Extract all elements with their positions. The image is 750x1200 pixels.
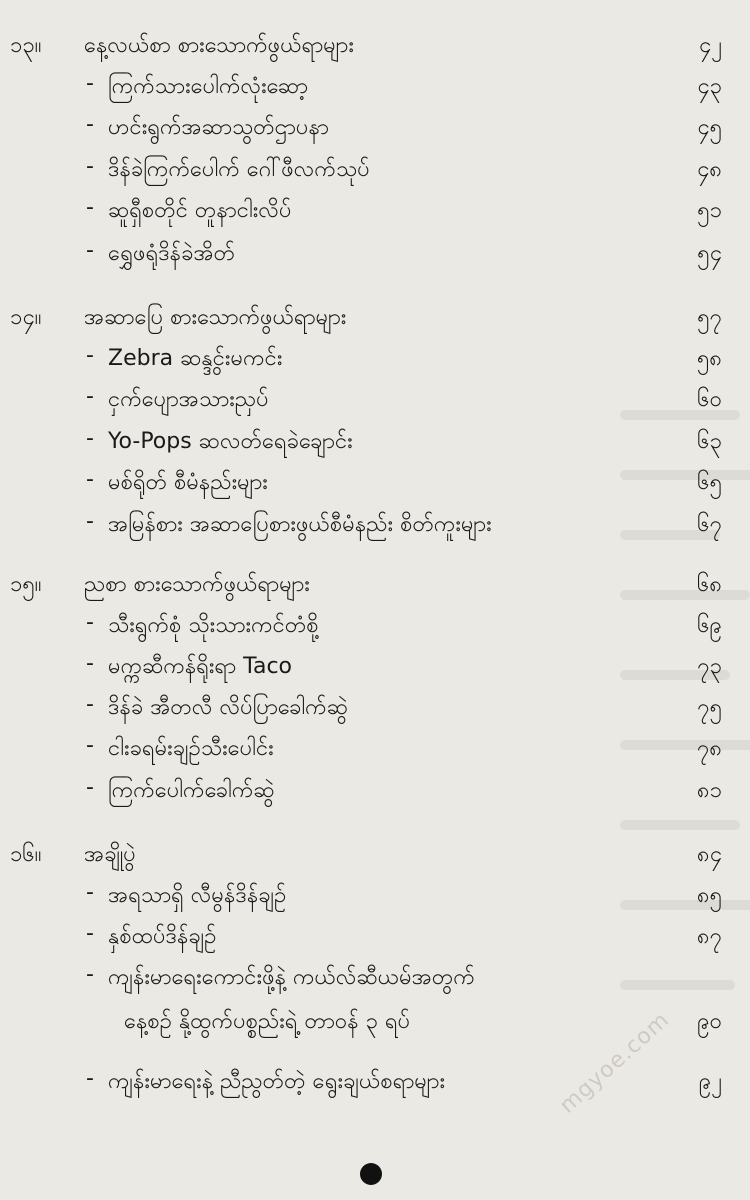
entry-title: ကြက်ပေါက်ခေါက်ဆွဲ (108, 778, 275, 803)
page-number: ၅၄ (697, 241, 722, 266)
bullet-dash: - (86, 154, 94, 179)
bullet-dash: - (86, 651, 94, 676)
page-number: ၅၈ (697, 346, 722, 371)
toc-entry (0, 874, 750, 914)
page-number: ၄၈ (697, 157, 722, 182)
section-number: ၁၆။ (10, 842, 42, 867)
toc-section (0, 24, 750, 64)
bullet-dash: - (86, 426, 94, 451)
page-marker-dot (360, 1163, 382, 1185)
toc-entry (0, 956, 750, 996)
section-title: အချိုပွဲ (84, 842, 136, 867)
toc-entry (0, 915, 750, 955)
page-number: ၄၅ (697, 115, 722, 140)
entry-title: အမြန်စား အဆာပြေစားဖွယ်စီမံနည်း စိတ်ကူးများ (108, 512, 492, 537)
bullet-dash: - (86, 384, 94, 409)
toc-entry (0, 148, 750, 188)
toc-entry (0, 604, 750, 644)
bullet-dash: - (86, 71, 94, 96)
page-number: ၅၁ (697, 198, 722, 223)
entry-title: နှစ်ထပ်ဒိန်ချဉ် (108, 924, 217, 949)
page-number: ၈၇ (697, 924, 722, 949)
page-number: ၆၉ (697, 613, 722, 638)
toc-entry (0, 503, 750, 543)
bullet-dash: - (86, 775, 94, 800)
entry-title: အရသာရှိ လီမွန်ဒိန်ချဉ် (108, 883, 287, 908)
page-number: ၆၈ (697, 572, 722, 597)
page-number: ၆၅ (697, 470, 722, 495)
toc-entry (0, 1060, 750, 1100)
entry-title: မက္ကဆီကန်ရိုးရာ Taco (108, 654, 293, 679)
toc-entry (0, 686, 750, 726)
page-number: ၄၃ (697, 74, 722, 99)
page-number: ၈၅ (697, 883, 722, 908)
toc-entry (0, 727, 750, 767)
toc-entry (0, 106, 750, 146)
toc-entry (0, 645, 750, 685)
bullet-dash: - (86, 195, 94, 220)
bullet-dash: - (86, 880, 94, 905)
bullet-dash: - (86, 509, 94, 534)
section-number: ၁၃။ (10, 33, 42, 58)
section-title: ညစာ စားသောက်ဖွယ်ရာများ (84, 572, 310, 597)
entry-title: ကြက်သားပေါက်လုံးဆော့ (108, 74, 309, 99)
section-number: ၁၄။ (10, 305, 42, 330)
entry-title: ငါးခရမ်းချဉ်သီးပေါင်း (108, 736, 274, 761)
entry-title: ကျန်းမာရေးနဲ့ ညီညွတ်တဲ့ ရွေးချယ်စရာများ (108, 1069, 446, 1094)
page-number: ၈၄ (697, 842, 722, 867)
page-number: ၆၀ (697, 387, 722, 412)
page-number: ၅၇ (697, 305, 722, 330)
toc-entry (0, 769, 750, 809)
page-number: ၉၀ (697, 1009, 722, 1034)
toc-entry (0, 337, 750, 377)
page-number: ၉၂ (698, 1069, 722, 1094)
bullet-dash: - (86, 692, 94, 717)
watermark: mgyoe.com (555, 1007, 675, 1119)
bullet-dash: - (86, 733, 94, 758)
entry-title: ရွှေဖရုံဒိန်ခဲအိတ် (108, 241, 236, 266)
page-number: ၇၅ (697, 695, 722, 720)
toc-entry (0, 65, 750, 105)
entry-title: နေ့စဉ် နို့ထွက်ပစ္စည်းရဲ့ တာဝန် ၃ ရပ် (124, 1009, 411, 1034)
section-number: ၁၅။ (10, 572, 42, 597)
page-number: ၇၃ (697, 654, 722, 679)
toc-entry (0, 461, 750, 501)
toc-section (0, 563, 750, 603)
toc-entry (0, 189, 750, 229)
bullet-dash: - (86, 610, 94, 635)
entry-title: သီးရွက်စုံ သိုးသားကင်တံစို့ (108, 613, 319, 638)
entry-title: မစ်ရိုတ် စီမံနည်းများ (108, 470, 268, 495)
toc-entry (0, 232, 750, 272)
entry-title: ဒိန်ခဲကြက်ပေါက် ဂေါ်ဖီလက်သုပ် (108, 157, 370, 182)
entry-title: Zebra ဆန္ဒွင်းမကင်း (108, 346, 283, 371)
page-number: ၆၃ (697, 429, 722, 454)
page-number: ၇၈ (697, 736, 722, 761)
entry-title: ငှက်ပျောအသားညှပ် (108, 387, 269, 412)
bullet-dash: - (86, 921, 94, 946)
bullet-dash: - (86, 112, 94, 137)
toc-entry (0, 420, 750, 460)
bullet-dash: - (86, 962, 94, 987)
bullet-dash: - (86, 467, 94, 492)
entry-title: Yo-Pops ဆလတ်ရေခဲချောင်း (108, 429, 353, 454)
page-number: ၈၁ (697, 778, 722, 803)
bullet-dash: - (86, 343, 94, 368)
toc-entry (0, 378, 750, 418)
entry-title: ဒိန်ခဲ အီတလီ လိပ်ပြာခေါက်ဆွဲ (108, 695, 348, 720)
toc-section (0, 296, 750, 336)
toc-section (0, 833, 750, 873)
page-number: ၆၇ (697, 512, 722, 537)
bullet-dash: - (86, 1066, 94, 1091)
entry-title: ဆူရှီစတိုင် တူနာငါးလိပ် (108, 198, 292, 223)
entry-title: ကျန်းမာရေးကောင်းဖို့နဲ့ ကယ်လ်ဆီယမ်အတွက် (108, 965, 475, 990)
bullet-dash: - (86, 238, 94, 263)
page-number: ၄၂ (698, 33, 722, 58)
section-title: အဆာပြေ စားသောက်ဖွယ်ရာများ (84, 305, 347, 330)
section-title: နေ့လယ်စာ စားသောက်ဖွယ်ရာများ (84, 33, 354, 58)
entry-title: ဟင်းရွက်အဆာသွတ်ဌာပနာ (108, 115, 329, 140)
